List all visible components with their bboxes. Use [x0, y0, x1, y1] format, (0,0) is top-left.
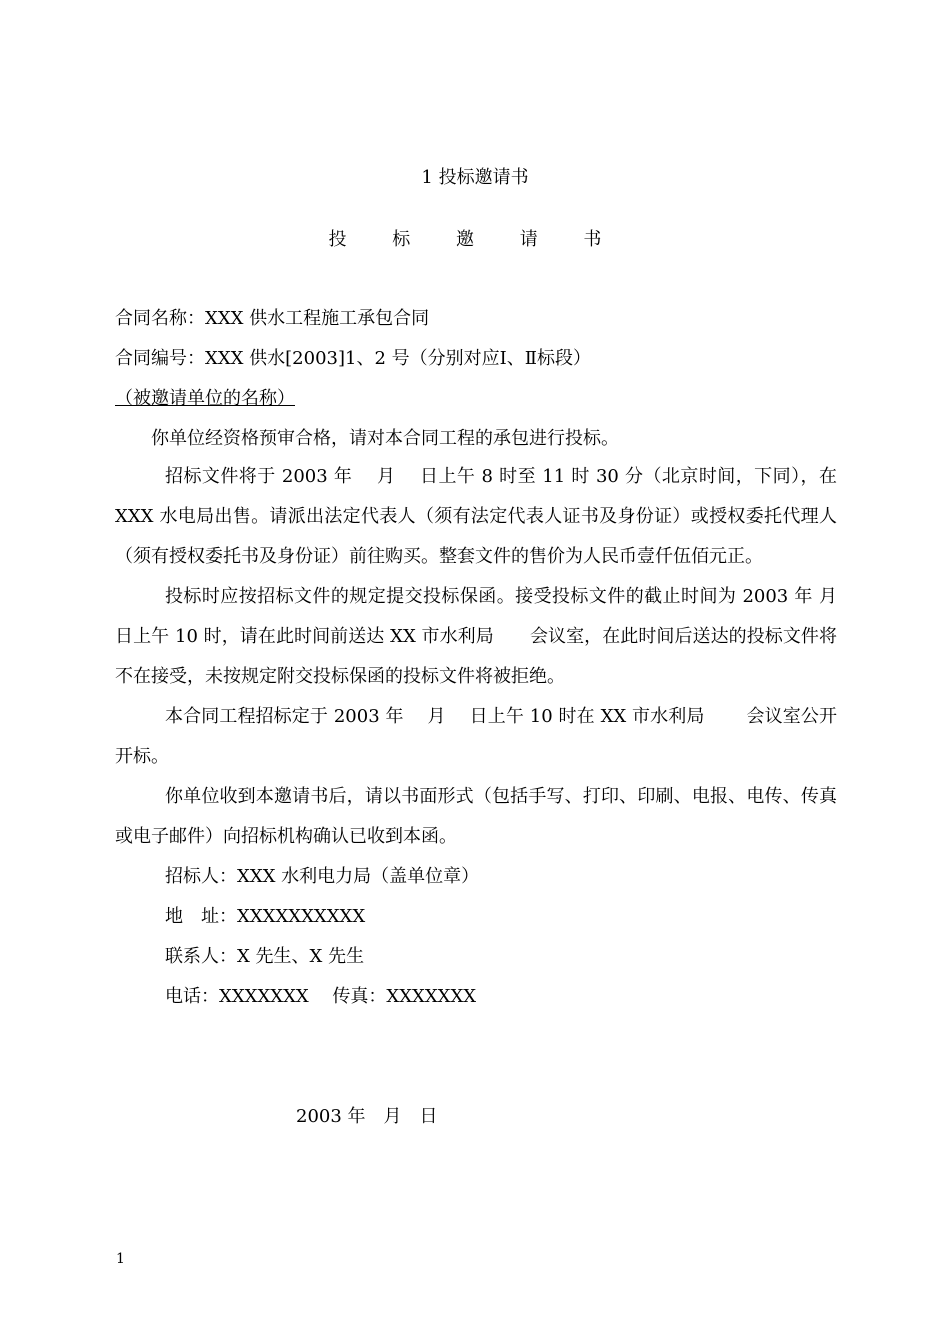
tenderer: 招标人：XXX 水利电力局（盖单位章） — [165, 866, 480, 887]
paragraph-deadline: 投标时应按招标文件的规定提交投标保函。接受投标文件的截止时间为 2003 年 月 日上午 10 时，请在此时间前送达 XX 市水利局 会议室，在此时间后送达的投标文件将不在接受，未按规定附交投标保函的投标文件将被拒绝。 — [115, 586, 861, 687]
document-title: 投 标 邀 请 书 — [328, 229, 622, 250]
contract-name: 合同名称：XXX 供水工程施工承包合同 — [115, 308, 430, 329]
section-heading: 1 投标邀请书 — [421, 167, 529, 188]
invitee-name-field: （被邀请单位的名称） — [115, 388, 295, 409]
paragraph-opening: 本合同工程招标定于 2003 年 月 日上午 10 时在 XX 市水利局 会议室公开开标。 — [115, 706, 837, 767]
paragraph-sale: 招标文件将于 2003 年 月 日上午 8 时至 11 时 30 分（北京时间，下同），在 XXX 水电局出售。请派出法定代表人（须有法定代表人证书及身份证）或授权委托代理人（须有授权委托书及身份证）前往购买。整套文件的售价为人民币壹仟伍佰元正。 — [115, 466, 837, 567]
paragraph-qualification: 你单位经资格预审合格，请对本合同工程的承包进行投标。 — [151, 428, 619, 449]
phone-fax: 电话：XXXXXXX 传真：XXXXXXX — [165, 986, 477, 1007]
signature-date: 2003 年 月 日 — [296, 1106, 438, 1127]
address: 地 址：XXXXXXXXXX — [165, 906, 366, 927]
contract-number: 合同编号：XXX 供水[2003]1、2 号（分别对应Ⅰ、Ⅱ标段） — [115, 348, 591, 369]
page-number: 1 — [116, 1251, 125, 1267]
paragraph-confirmation: 你单位收到本邀请书后，请以书面形式（包括手写、打印、印刷、电报、电传、传真或电子邮件）向招标机构确认已收到本函。 — [115, 786, 837, 847]
contact-person: 联系人：X 先生、X 先生 — [165, 946, 365, 967]
